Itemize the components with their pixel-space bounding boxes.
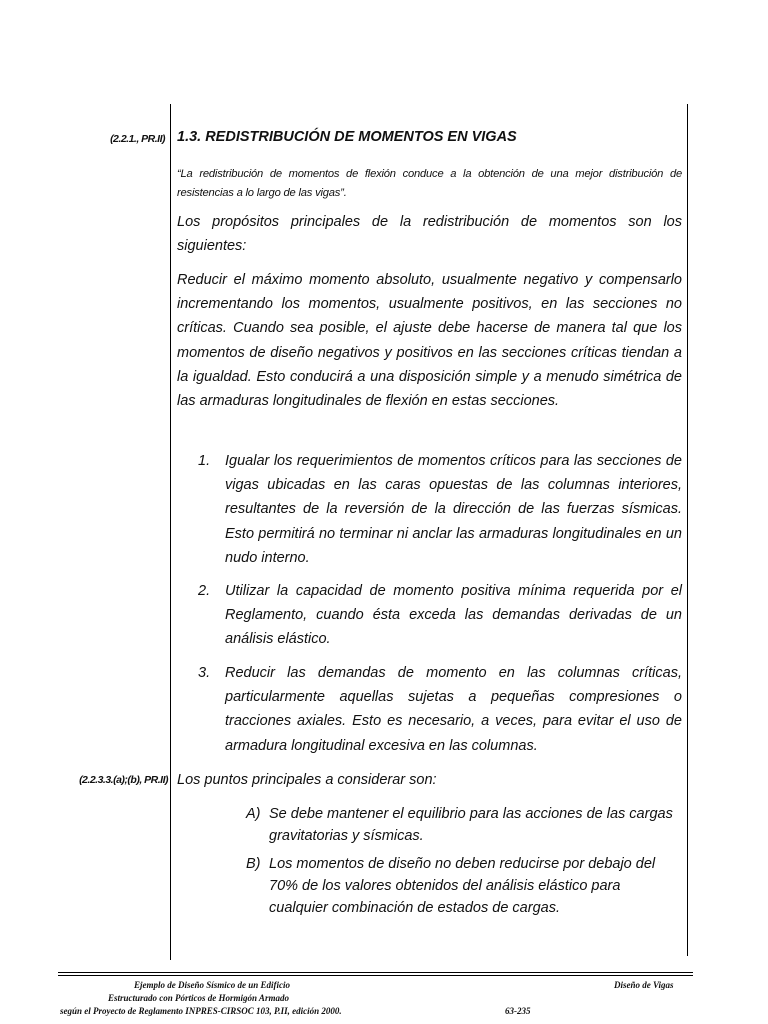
footer-section-name: Diseño de Vigas (614, 980, 674, 990)
point-item (246, 803, 682, 847)
section-quote: “La redistribución de momentos de flexión conduce a la obtención de una mejor distribución de resistencias a lo largo de las vigas”. (177, 168, 682, 199)
point-item-text: Se debe mantener el equilibrio para las acciones de las cargas gravitatorias y sísmicas. (269, 806, 673, 844)
margin-reference-2: (2.2.3.3.(a);(b), PR.II) (79, 774, 168, 786)
list-item-number: 1. (198, 453, 211, 469)
footer-line-2: Estructurado con Pórticos de Hormigón Armado (108, 993, 289, 1003)
list-item-text: Reducir las demandas de momento en las columnas críticas, particularmente aquellas sujetas a pequeñas compresiones o tracciones axiales. Esto es necesario, a veces, para evitar el uso de armadura longitudinal excesiva en las columnas. (225, 665, 682, 754)
margin-reference-1: (2.2.1., PR.II) (110, 133, 165, 145)
paragraph-1: Reducir el máximo momento absoluto, usualmente negativo y compensarlo incrementando los momentos, usualmente positivos, en las secciones no críticas. Cuando sea posible, el ajuste debe hacerse de manera tal que los momentos de diseño negativos y positivos en las secciones críticas tiendan a la igualdad. Esto conducirá a una disposición simple y a menudo simétrica de las armaduras longitudinales de flexión en estas secciones. (177, 272, 682, 410)
right-margin-rule (687, 104, 688, 956)
footer-line-1: Ejemplo de Diseño Sísmico de un Edificio (134, 980, 291, 990)
points-intro: Los puntos principales a considerar son: (177, 772, 437, 788)
list-item (198, 449, 682, 570)
point-item-letter: B) (246, 856, 261, 872)
point-item-text: Los momentos de diseño no deben reducirse por debajo del 70% de los valores obtenidos del análisis elástico para cualquier combinación de estados de cargas. (269, 856, 656, 916)
footer-rule-top (58, 972, 693, 973)
footer-line-3: según el Proyecto de Reglamento INPRES-CIRSOC 103, P.II, edición 2000. (60, 1006, 342, 1016)
list-item-number: 2. (198, 583, 211, 599)
section-title: 1.3. REDISTRIBUCIÓN DE MOMENTOS EN VIGAS (177, 129, 517, 145)
left-margin-rule (170, 104, 171, 960)
page-number: 63-235 (505, 1006, 531, 1016)
point-item-letter: A) (246, 806, 261, 822)
footer-rule-bottom (58, 975, 693, 976)
list-item (198, 579, 682, 652)
list-item (198, 661, 682, 758)
list-item-text: Igualar los requerimientos de momentos críticos para las secciones de vigas ubicadas en las caras opuestas de las columnas interiores, resultantes de la reversión de la dirección de las fuerzas sísmicas. Esto permitirá no terminar ni anclar las armaduras longitudinales en un nudo interno. (225, 453, 682, 566)
list-item-number: 3. (198, 665, 211, 681)
list-item-text: Utilizar la capacidad de momento positiva mínima requerida por el Reglamento, cuando ésta exceda las demandas derivadas de un análisis elástico. (225, 583, 682, 648)
intro-paragraph: Los propósitos principales de la redistribución de momentos son los siguientes: (177, 214, 682, 255)
point-item (246, 853, 682, 919)
